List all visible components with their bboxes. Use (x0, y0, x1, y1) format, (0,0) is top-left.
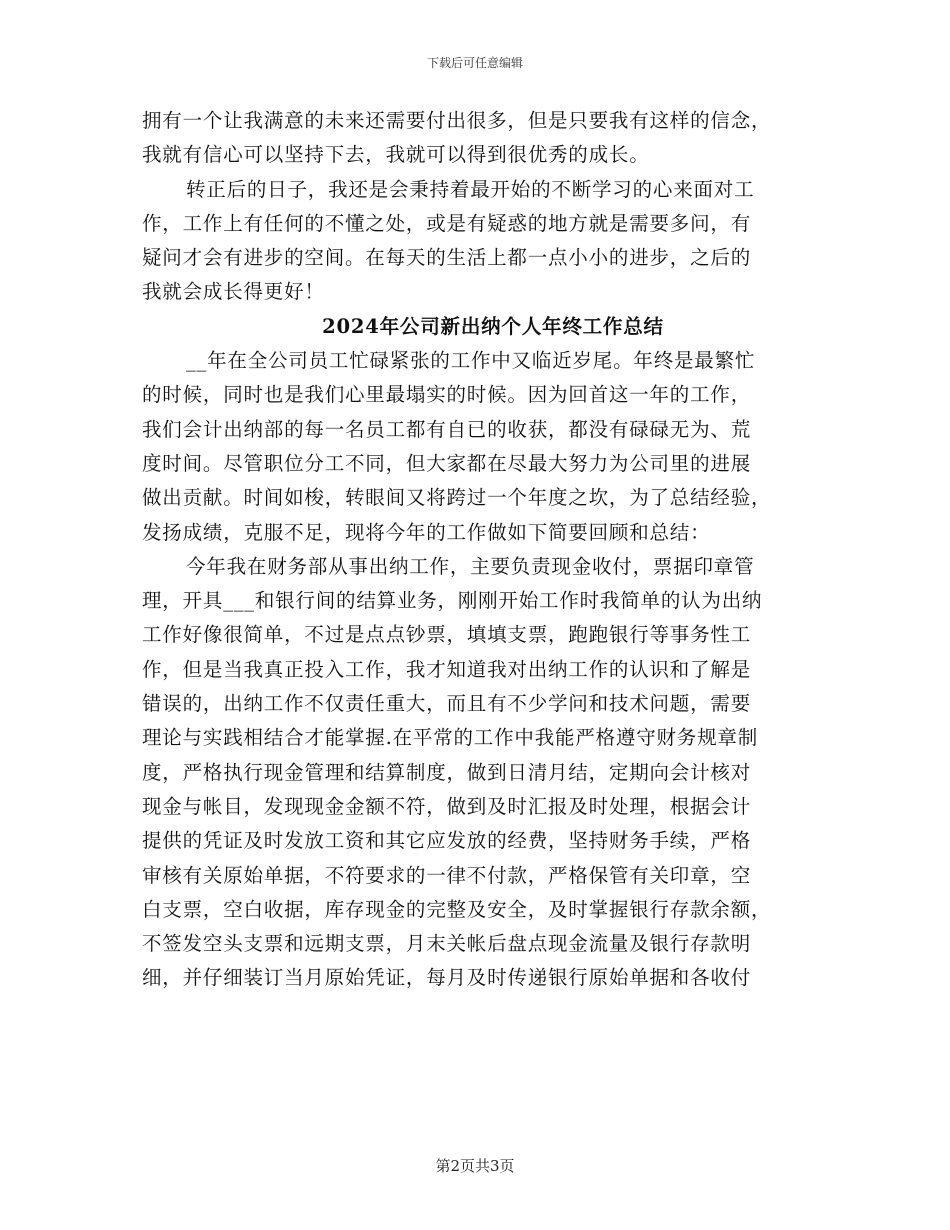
paragraph-start-line: __年在全公司员工忙碌紧张的工作中又临近岁尾。年终是最繁忙 (186, 349, 756, 373)
document-body (142, 104, 808, 996)
text-line: 度，严格执行现金管理和结算制度，做到日清月结，定期向会计核对 (142, 760, 752, 784)
page-number: 第2页共3页 (435, 1157, 515, 1175)
text-line: 提供的凭证及时发放工资和其它应发放的经费，坚持财务手续，严格 (142, 829, 752, 853)
text-line: 我就有信心可以坚持下去，我就可以得到很优秀的成长。 (142, 143, 650, 167)
text-line: 我们会计出纳部的每一名员工都有自已的收获，都没有碌碌无为、荒 (142, 417, 752, 441)
text-line: 做出贡献。时间如梭，转眼间又将跨过一个年度之坎，为了总结经验， (142, 486, 772, 510)
text-line: 工作好像很简单，不过是点点钞票，填填支票，跑跑银行等事务性工 (142, 623, 752, 647)
text-line: 审核有关原始单据，不符要求的一律不付款，严格保管有关印章，空 (142, 863, 752, 887)
page-header-note: 下载后可任意编辑 (426, 56, 523, 70)
text-line: 白支票，空白收据，库存现金的完整及安全，及时掌握银行存款余额， (142, 897, 772, 921)
text-line: 拥有一个让我满意的未来还需要付出很多，但是只要我有这样的信念， (142, 109, 772, 132)
text-line: 我就会成长得更好！ (142, 280, 325, 304)
paragraph-start-line: 转正后的日子，我还是会秉持着最开始的不断学习的心来面对工 (186, 177, 755, 201)
text-line: 不签发空头支票和远期支票，月末关帐后盘点现金流量及银行存款明 (142, 932, 752, 956)
section-title: 2024年公司新出纳个人年终工作总结 (322, 314, 664, 338)
text-line: 细，并仔细装订当月原始凭证，每月及时传递银行原始单据和各收付 (142, 966, 752, 990)
text-line: 理，开具___和银行间的结算业务，刚刚开始工作时我简单的认为出纳 (142, 589, 763, 613)
text-line: 度时间。尽管职位分工不同，但大家都在尽最大努力为公司里的进展 (142, 451, 752, 475)
text-line: 发扬成绩，克服不足，现将今年的工作做如下简要回顾和总结： (142, 520, 711, 544)
text-line: 现金与帐目，发现现金金额不符，做到及时汇报及时处理，根据会计 (142, 794, 752, 818)
text-line: 错误的，出纳工作不仅责任重大，而且有不少学问和技术问题，需要 (142, 692, 752, 716)
paragraph-start-line: 今年我在财务部从事出纳工作，主要负责现金收付，票据印章管 (186, 554, 755, 578)
text-line: 作，但是当我真正投入工作，我才知道我对出纳工作的认识和了解是 (142, 657, 752, 681)
text-line: 疑问才会有进步的空间。在每天的生活上都一点小小的进步，之后的 (142, 246, 752, 270)
text-line: 的时候，同时也是我们心里最塌实的时候。因为回首这一年的工作， (142, 383, 752, 407)
text-line: 作，工作上有任何的不懂之处，或是有疑惑的地方就是需要多问，有 (142, 211, 752, 235)
text-line: 理论与实践相结合才能掌握.在平常的工作中我能严格遵守财务规章制 (142, 726, 758, 750)
